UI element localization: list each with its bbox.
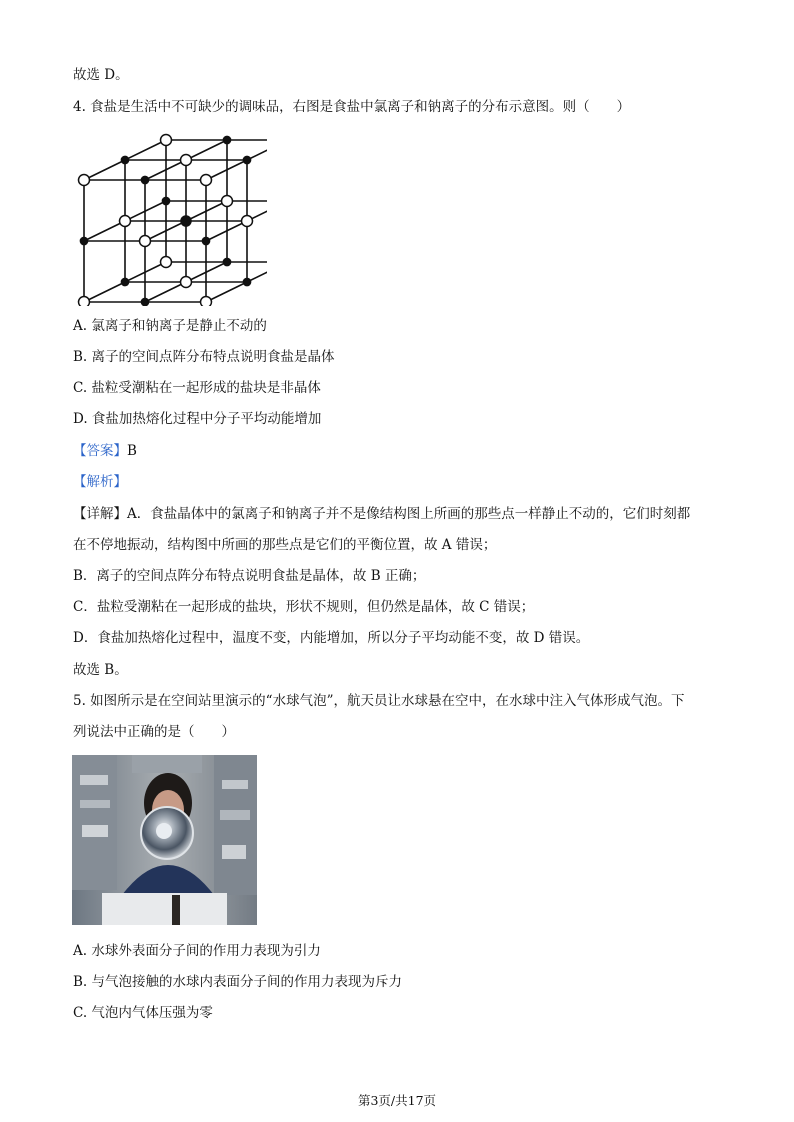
lattice-bond [145, 282, 186, 302]
chloride-ion [181, 155, 192, 166]
answer-tag: 【答案】 [73, 443, 127, 459]
detail-line-4: C．盐粒受潮粘在一起形成的盐块，形状不规则，但仍然是晶体，故 C 错误； [73, 599, 535, 615]
lattice-bond [125, 140, 166, 160]
nacl-lattice-diagram [72, 128, 267, 306]
chloride-ion [161, 257, 172, 268]
sodium-ion [202, 237, 209, 244]
chloride-ion [161, 135, 172, 146]
space-station-water-ball-photo [72, 755, 257, 925]
sodium-ion [121, 156, 128, 163]
lattice-bond [206, 282, 247, 302]
question-5-stem-2: 列说法中正确的是（ ） [73, 724, 235, 740]
q4-answer [73, 442, 137, 460]
detail-line-1 [73, 505, 690, 523]
q4-conclusion: 故选 B。 [73, 662, 128, 678]
chloride-ion [201, 297, 212, 307]
chloride-ion [140, 236, 151, 247]
q4-option-d: D. 食盐加热熔化过程中分子平均动能增加 [73, 411, 322, 427]
previous-answer: 故选 D。 [73, 67, 129, 83]
sodium-ion [141, 176, 148, 183]
sodium-ion [223, 136, 230, 143]
page-footer: 第3页/共17页 [357, 1093, 437, 1108]
question-5-stem-1: 5. 如图所示是在空间站里演示的“水球气泡”，航天员让水球悬在空中，在水球中注入气体形成气泡。下 [73, 693, 685, 709]
lattice-bond [84, 160, 125, 180]
q5-option-c: C. 气泡内气体压强为零 [73, 1005, 213, 1021]
lattice-bond [186, 140, 227, 160]
chloride-ion [242, 216, 253, 227]
chloride-ion [120, 216, 131, 227]
detail-line-2: 在不停地振动，结构图中所画的那些点是它们的平衡位置，故 A 错误； [73, 537, 497, 553]
sodium-ion [243, 278, 250, 285]
detail-line-5: D．食盐加热熔化过程中，温度不变，内能增加，所以分子平均动能不变，故 D 错误。 [73, 630, 590, 646]
q4-option-a: A. 氯离子和钠离子是静止不动的 [73, 318, 267, 334]
detail-line-3: B．离子的空间点阵分布特点说明食盐是晶体，故 B 正确； [73, 568, 426, 584]
sodium-ion [80, 237, 87, 244]
sodium-ion [181, 216, 191, 226]
chloride-ion [222, 196, 233, 207]
sodium-ion [162, 197, 169, 204]
q4-option-b: B. 离子的空间点阵分布特点说明食盐是晶体 [73, 349, 335, 365]
sodium-ion [223, 258, 230, 265]
sodium-ion [243, 156, 250, 163]
lattice-bond [84, 282, 125, 302]
sodium-ion [121, 278, 128, 285]
analysis-tag: 【解析】 [73, 474, 127, 490]
q4-option-c: C. 盐粒受潮粘在一起形成的盐块是非晶体 [73, 380, 321, 396]
chloride-ion [79, 297, 90, 307]
answer-value: B [127, 443, 137, 459]
q5-option-a: A. 水球外表面分子间的作用力表现为引力 [73, 943, 321, 959]
q5-option-b: B. 与气泡接触的水球内表面分子间的作用力表现为斥力 [73, 974, 403, 990]
chloride-ion [79, 175, 90, 186]
chloride-ion [181, 277, 192, 288]
detail-tag: 【详解】 [73, 506, 127, 522]
question-4-stem: 4. 食盐是生活中不可缺少的调味品，右图是食盐中氯离子和钠离子的分布示意图。则（ ） [73, 99, 631, 115]
sodium-ion [141, 298, 148, 305]
detail-text-1: A．食盐晶体中的氯离子和钠离子并不是像结构图上所画的那些点一样静止不动的，它们时刻都 [127, 506, 691, 522]
chloride-ion [201, 175, 212, 186]
lattice-bond [84, 221, 125, 241]
